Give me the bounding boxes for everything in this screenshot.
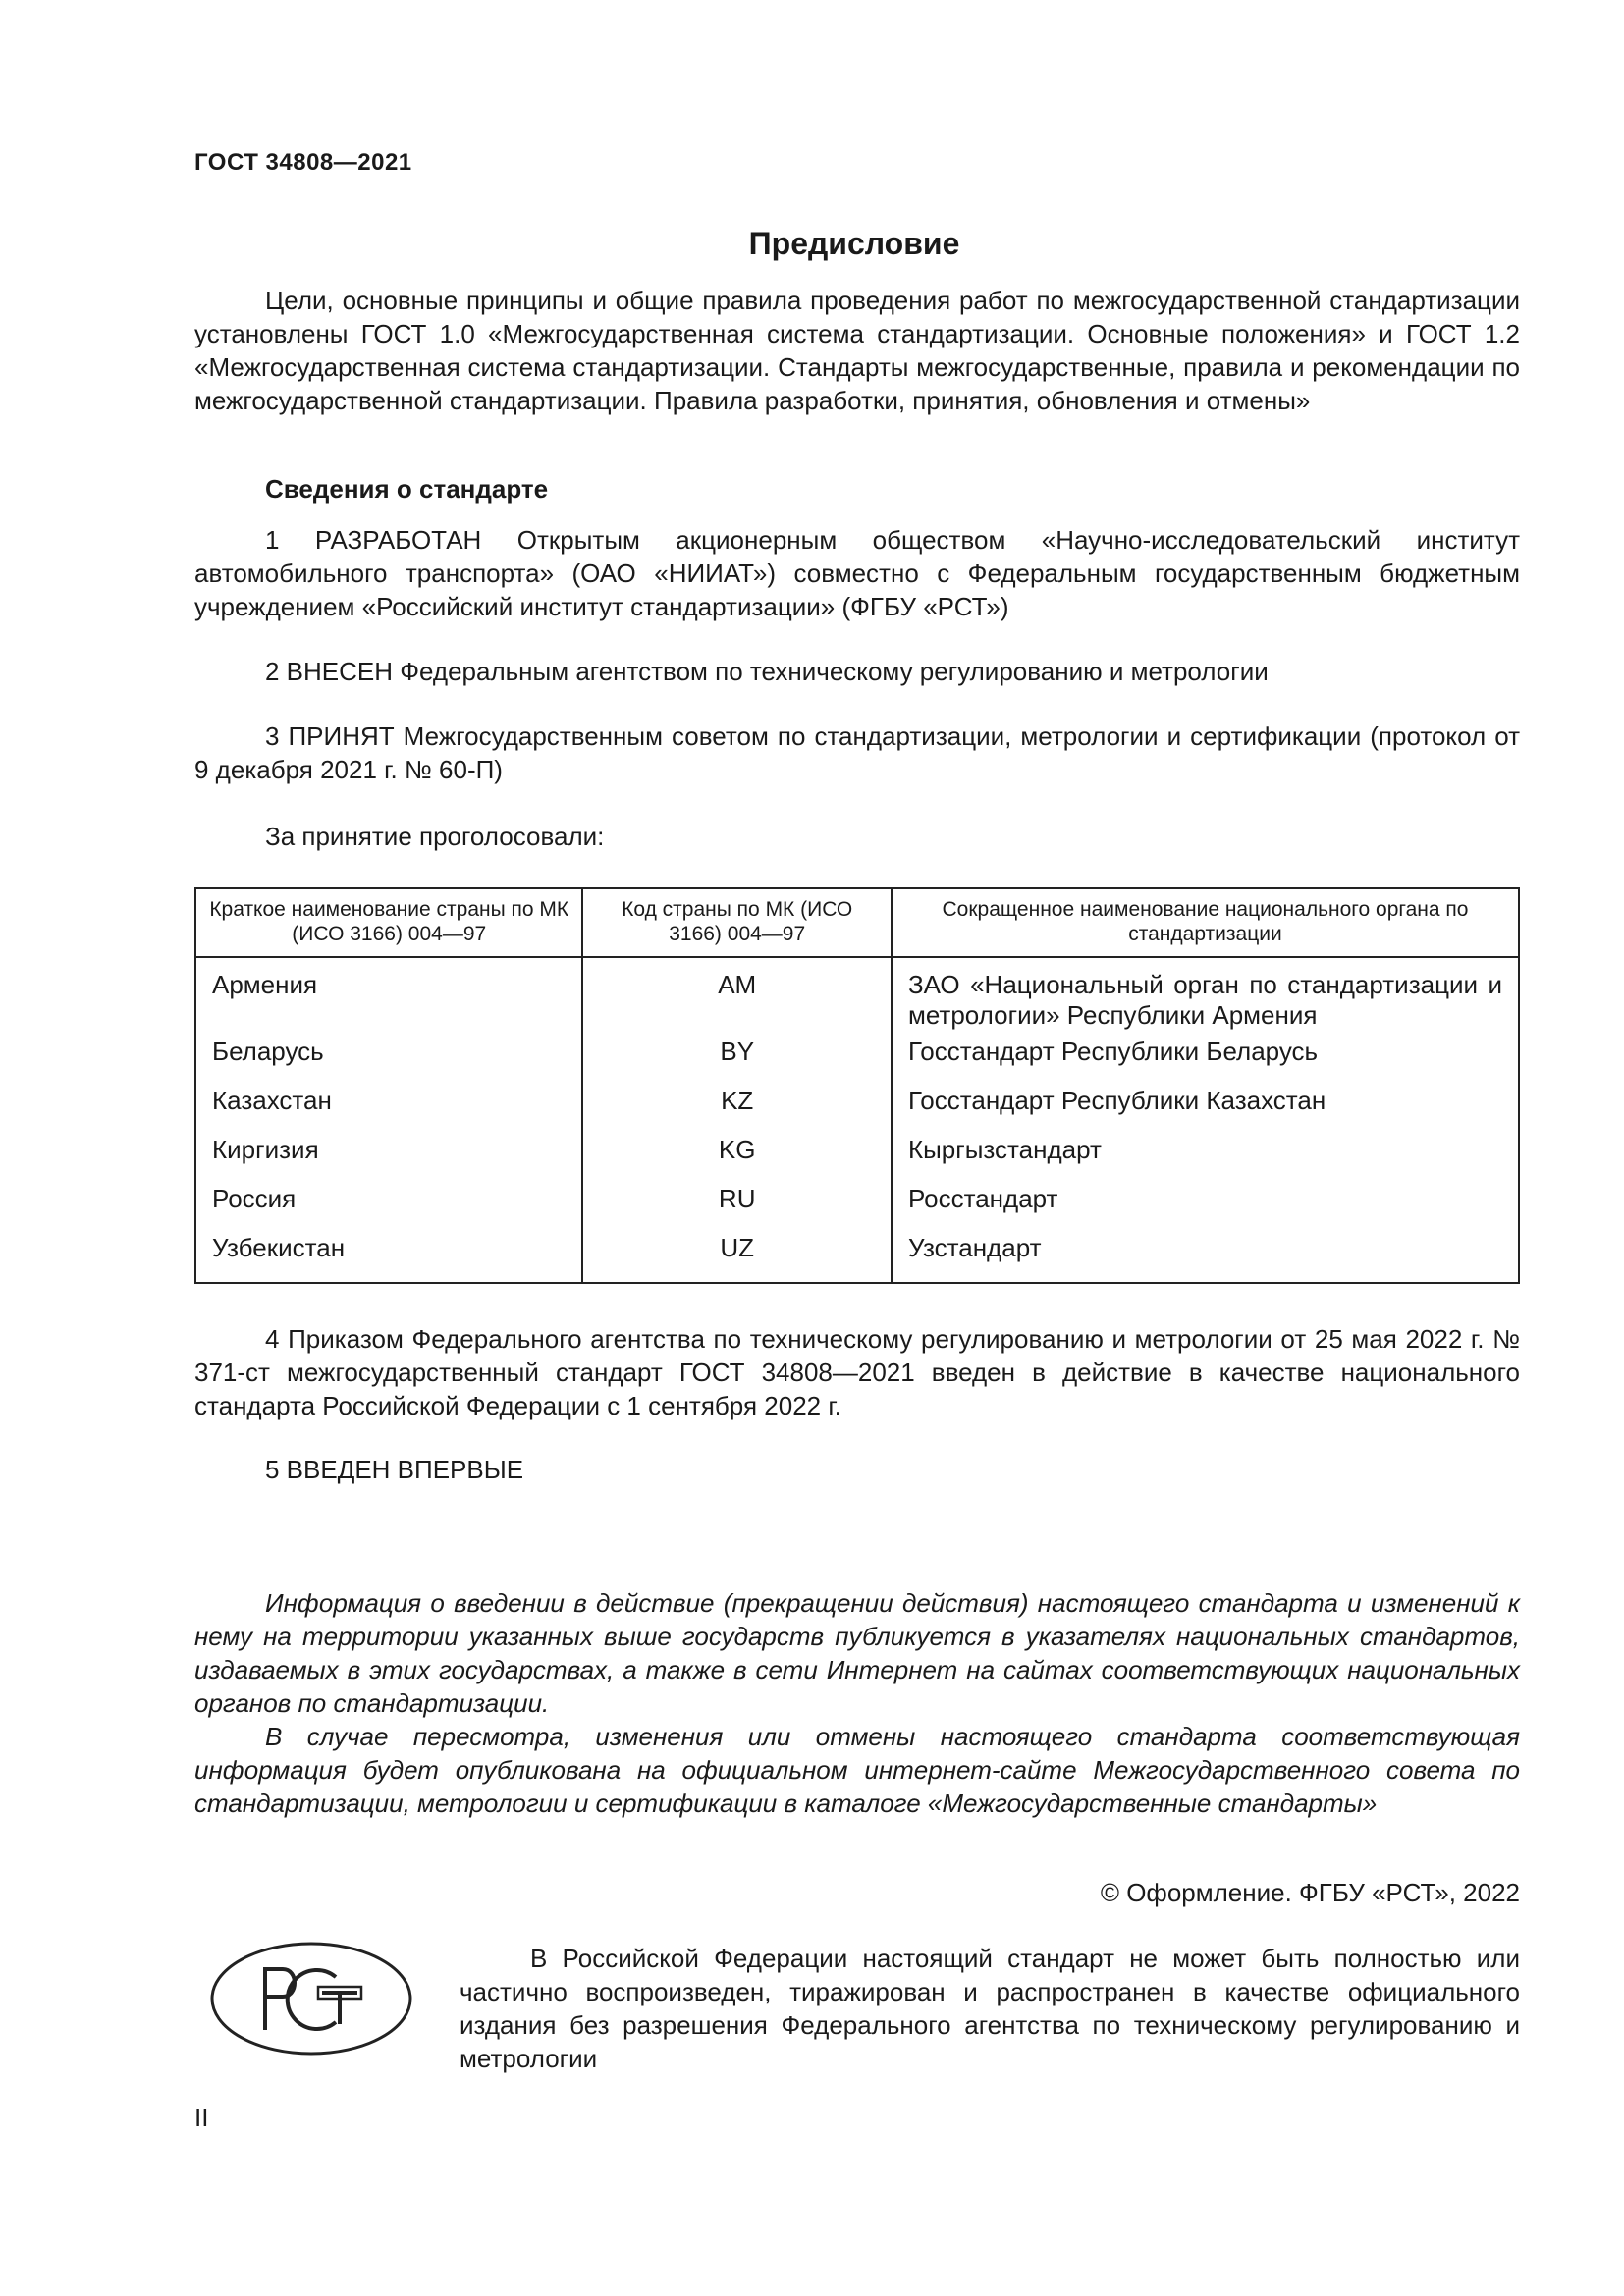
copyright-notice (460, 1942, 1520, 2075)
voted-label-text: За принятие проголосовали: (265, 822, 605, 851)
item-adopted-text: 3 ПРИНЯТ Межгосударственным советом по стандартизации, метрологии и сертификации (протокол от 9 декабря 2021 г. № 60-П) (194, 721, 1520, 784)
body-cell: Росстандарт (892, 1184, 1519, 1233)
country-cell: Казахстан (195, 1086, 582, 1135)
body-cell: Кыргызстандарт (892, 1135, 1519, 1184)
rst-logo-icon (208, 1940, 414, 2057)
page-number: II (194, 2103, 209, 2132)
code-cell: UZ (582, 1233, 891, 1283)
intro-text: Цели, основные принципы и общие правила проведения работ по межгосударственной стандартизации установлены ГОСТ 1.0 «Межгосударственная система стандартизации. Основные положения» и ГОСТ 1.2 «Межгосударственная система стандартизации. Стандарты межгосударственные, правила и рекомендации по межгосударственной стандартизации. Правила разработки, принятия, обновления и отмены» (194, 286, 1520, 415)
table-row (195, 1135, 1519, 1184)
code-cell: KG (582, 1135, 891, 1184)
info-paragraph: Информация о введении в действие (прекращении действия) настоящего стандарта и изменений к нему на территории указанных выше государств публикуется в указателях национальных стандартов, издаваемых в этих государствах, а также в сети Интернет на сайтах соответствующих национальных органов по стандартизации. (194, 1588, 1520, 1718)
item-developed (194, 523, 1520, 623)
intro-paragraph (194, 284, 1520, 417)
country-cell: Беларусь (195, 1037, 582, 1086)
info-paragraph: В случае пересмотра, изменения или отмены настоящего стандарта соответствующая информация будет опубликована на официальном интернет-сайте Межгосударственного совета по стандартизации, метрологии и сертификации в каталоге «Межгосударственные стандарты» (194, 1722, 1520, 1818)
copyright-notice-text: В Российской Федерации настоящий стандарт не может быть полностью или частично воспроизведен, тиражирован и распространен в качестве официального издания без разрешения Федерального агентства по техническому регулированию и метрологии (460, 1944, 1520, 2073)
code-cell: KZ (582, 1086, 891, 1135)
copyright: © Оформление. ФГБУ «РСТ», 2022 (1100, 1878, 1520, 1907)
info-notice (194, 1586, 1520, 1820)
info-heading: Сведения о стандарте (265, 474, 549, 504)
page-title: Предисловие (748, 226, 960, 261)
item-first (194, 1453, 1520, 1486)
rst-logo (208, 1940, 414, 2064)
item-order (194, 1322, 1520, 1422)
voted-label (194, 820, 1520, 853)
body-cell: ЗАО «Национальный орган по стандартизации и метрологии» Республики Армения (892, 957, 1519, 1037)
table-row (195, 1037, 1519, 1086)
document-header: ГОСТ 34808—2021 (194, 149, 412, 176)
body-cell: Госстандарт Республики Казахстан (892, 1086, 1519, 1135)
body-cell: Госстандарт Республики Беларусь (892, 1037, 1519, 1086)
country-cell: Армения (195, 957, 582, 1037)
code-cell: BY (582, 1037, 891, 1086)
table-row (195, 1184, 1519, 1233)
item-order-text: 4 Приказом Федерального агентства по техническому регулированию и метрологии от 25 мая 2022 г. № 371-ст межгосударственный стандарт ГОСТ 34808—2021 введен в действие в качестве национального стандарта Российской Федерации с 1 сентября 2022 г. (194, 1324, 1520, 1420)
code-cell: RU (582, 1184, 891, 1233)
country-cell: Узбекистан (195, 1233, 582, 1283)
code-cell: AM (582, 957, 891, 1037)
country-cell: Киргизия (195, 1135, 582, 1184)
body-cell: Узстандарт (892, 1233, 1519, 1283)
header-country: Краткое наименование страны по МК (ИСО 3166) 004—97 (195, 888, 582, 957)
country-cell: Россия (195, 1184, 582, 1233)
table-row (195, 1233, 1519, 1283)
item-developed-text: 1 РАЗРАБОТАН Открытым акционерным обществом «Научно-исследовательский институт автомобильного транспорта» (ОАО «НИИАТ») совместно с Федеральным государственным бюджетным учреждением «Российский институт стандартизации» (ФГБУ «РСТ») (194, 525, 1520, 621)
table-row (195, 957, 1519, 1037)
voting-table (194, 887, 1520, 1284)
header-body: Сокращенное наименование национального органа по стандартизации (892, 888, 1519, 957)
item-introduced-text: 2 ВНЕСЕН Федеральным агентством по техническому регулированию и метрологии (265, 657, 1269, 686)
item-introduced (194, 655, 1520, 688)
header-code: Код страны по МК (ИСО 3166) 004—97 (582, 888, 891, 957)
item-first-text: 5 ВВЕДЕН ВПЕРВЫЕ (265, 1455, 524, 1484)
item-adopted (194, 720, 1520, 786)
table-row (195, 1086, 1519, 1135)
table-header-row (195, 888, 1519, 957)
